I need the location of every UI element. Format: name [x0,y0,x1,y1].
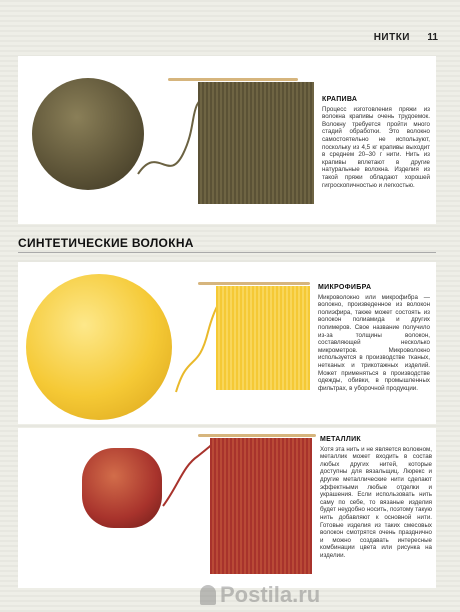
running-head: НИТКИ [373,32,410,43]
microfiber-description [318,284,430,392]
page-number: 11 [427,32,438,43]
metallic-yarn-strand [158,436,218,526]
nettle-text: Процесс изготовления пряжи из волокна крапивы очень трудоемок. Волокну требуется пройти много стадий обработки. Это волокно самостоятельно не используют, поскольку из 4,5 кг крапивы выходит в среднем 20–30 г нити. Нить из крапивы вплетают в другие натуральные волокна. Изделия из такой пряжи обладают хорошей гигроскопичностью и легкостью. [322,105,430,189]
metallic-swatch-image [210,438,312,574]
microfiber-text: Микроволокно или микрофибра — волокно, произведенное из волокон полиэфира, также может состоять из волокон полиамида и других полимеров. Свое название получило из-за толщины волокон, составляющей несколько микрометров. Микроволокно используется в производстве тканых, нетканых и трикотажных изделий. Может применяться в производстве одежды, обивки, в промышленных фильтрах, в уборочной продукции. [318,293,430,392]
watermark: Postila.ru [220,582,321,607]
knitting-needle [198,282,310,285]
yarn-card-microfiber [18,262,436,424]
microfiber-yarn-ball-image [26,274,172,420]
yarn-card-nettle [18,56,436,224]
metallic-yarn-ball-image [82,448,162,528]
microfiber-title: МИКРОФИБРА [318,284,372,291]
yarn-card-metallic [18,428,436,588]
knitting-needle [198,434,316,437]
microfiber-swatch-image [216,286,310,390]
page-header [0,28,460,48]
knitting-needle [168,78,298,81]
nettle-swatch-image [198,82,314,204]
section-divider [18,252,436,253]
nettle-description [322,96,430,189]
watermark-pin-icon [200,585,216,605]
metallic-text: Хотя эта нить и не является волокном, металлик может входить в состав любых других нитей, которые доступны для вязальщиц. Люрекс и другие металлические нити сделают эффектными любые отделки и украшения. Если использовать нить саму по себе, то вязаные изделия будет неудобно носить, поэтому такую нить добавляют к основной нити. Готовые изделия из таких смесовых волокон смотрятся очень празднично и можно создавать интересные комбинации цвета или рисунка на изделии. [320,445,432,559]
section-title: СИНТЕТИЧЕСКИЕ ВОЛОКНА [18,236,194,250]
nettle-title: КРАПИВА [322,96,358,103]
metallic-description [320,436,432,560]
metallic-title: МЕТАЛЛИК [320,436,362,443]
